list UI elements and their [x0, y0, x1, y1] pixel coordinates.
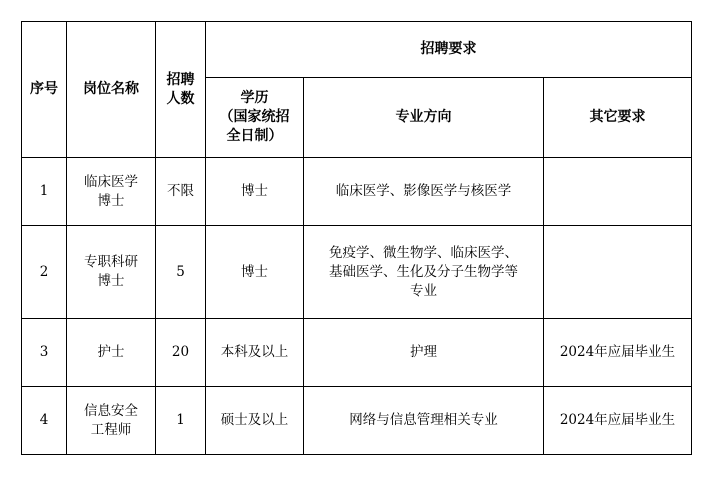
- cell-no: 4: [22, 387, 67, 455]
- cell-no: 1: [22, 158, 67, 226]
- cell-education: 博士: [206, 158, 304, 226]
- header-education: 学历 （国家统招 全日制）: [206, 78, 304, 158]
- cell-other: [544, 158, 692, 226]
- cell-quota: 不限: [156, 158, 206, 226]
- header-no: 序号: [22, 22, 67, 158]
- cell-education: 硕士及以上: [206, 387, 304, 455]
- cell-major: 免疫学、微生物学、临床医学、 基础医学、生化及分子生物学等 专业: [304, 226, 544, 319]
- header-requirements: 招聘要求: [206, 22, 692, 78]
- cell-major: 临床医学、影像医学与核医学: [304, 158, 544, 226]
- cell-no: 3: [22, 319, 67, 387]
- cell-quota: 20: [156, 319, 206, 387]
- cell-quota: 5: [156, 226, 206, 319]
- cell-major: 网络与信息管理相关专业: [304, 387, 544, 455]
- cell-no: 2: [22, 226, 67, 319]
- cell-position: 信息安全 工程师: [67, 387, 156, 455]
- cell-other: [544, 226, 692, 319]
- cell-position: 临床医学 博士: [67, 158, 156, 226]
- table-row: [22, 158, 692, 226]
- table-row: [22, 319, 692, 387]
- recruitment-table: [21, 21, 692, 455]
- cell-position: 专职科研 博士: [67, 226, 156, 319]
- table-row: [22, 226, 692, 319]
- cell-quota: 1: [156, 387, 206, 455]
- cell-other: 2024年应届毕业生: [544, 387, 692, 455]
- header-position: 岗位名称: [67, 22, 156, 158]
- header-quota: 招聘 人数: [156, 22, 206, 158]
- header-major: 专业方向: [304, 78, 544, 158]
- header-row-top: [22, 22, 692, 78]
- cell-education: 本科及以上: [206, 319, 304, 387]
- header-other: 其它要求: [544, 78, 692, 158]
- cell-major: 护理: [304, 319, 544, 387]
- cell-other: 2024年应届毕业生: [544, 319, 692, 387]
- cell-education: 博士: [206, 226, 304, 319]
- table-row: [22, 387, 692, 455]
- cell-position: 护士: [67, 319, 156, 387]
